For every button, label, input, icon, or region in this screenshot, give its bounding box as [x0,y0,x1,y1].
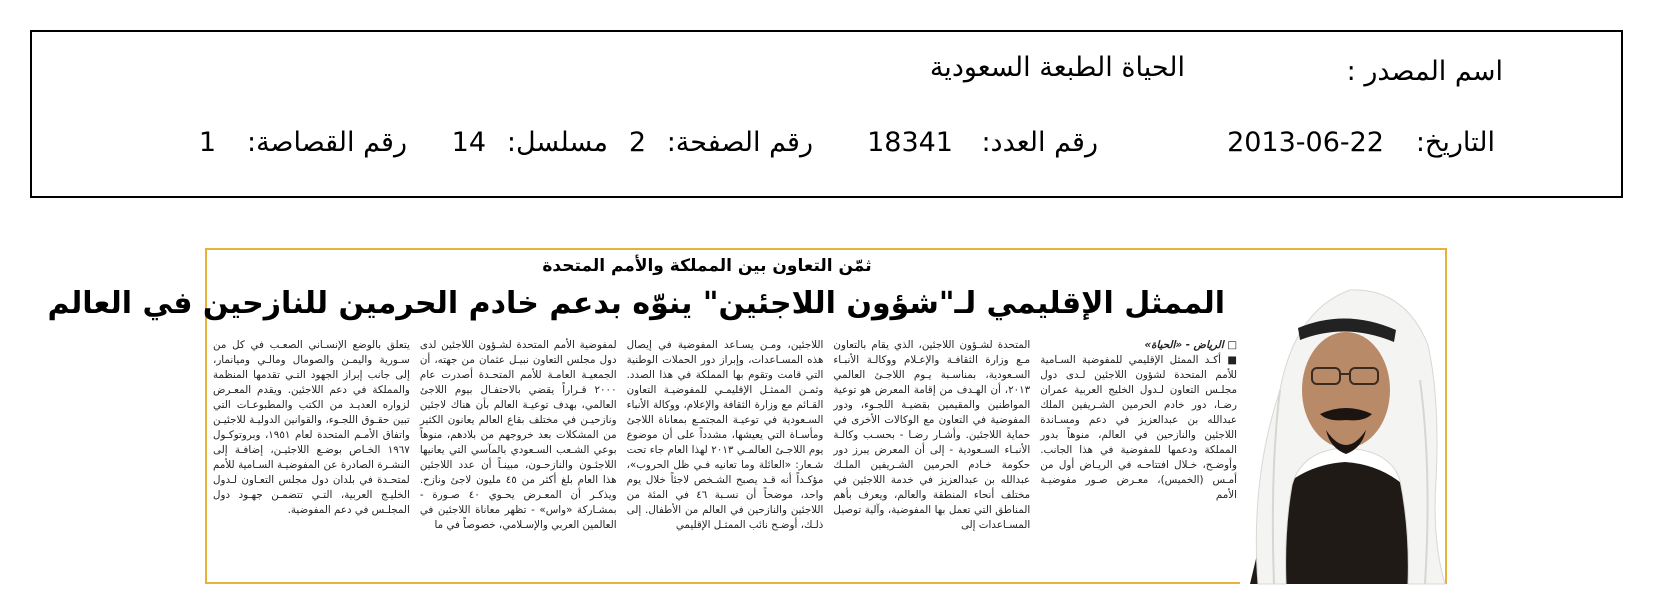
page-value: 2 [628,127,646,158]
article-column-3: اللاجئين، ومـن يسـاعد المفوضية في إيصال هذه المسـاعدات، وإبراز دور الحملات الوطنية التي قامت وتقوم بها المملكة في هذا الصدد. وثمـن الممثـل الإقليمـي للمفوضيـة التعاون القـائم مع وزارة الثقافة والإعلام، ووكالة الأنباء السـعودية في توعيـة المجتمـع بمعاناة اللاجئ ومأسـاة التي يعيشها، مشدداً على أن موضوع يوم اللاجـئ العالمـي ٢٠١٣ لهذا العام جاء تحت شـعار: «العائلة وما تعانيه فـي ظل الحروب»، مؤكـداً أنه قـد يصبح الشـخص لاجئاً خلال يوم واحد، موضحاً أن نسـبة ٤٦ في المئة من اللاجئين والنازحين في العالم من الأطفال. إلى ذلـك، أوضـح نائب الممثـل الإقليمي [626,339,824,531]
article-column-2: المتحدة لشـؤون اللاجئين، الذي يقام بالتعاون مـع وزارة الثقافـة والإعـلام ووكالـة الأنبـاء السـعودية، بمناسـبة يـوم اللاجـئ العالمي ٢٠١٣، أن الهـدف من إقامة المعرض هو توعية المواطنين والمقيمين بقضيـة اللجـوء، ودور المفوضية في التعاون مع الوكالات الأخرى في حماية اللاجئين. وأشـار رضـا - بحسـب وكالـة الأنبـاء السـعودية - إلى أن المعرض يبرز دور حكومة خـادم الحرمين الشـريفين الملـك عبدالله بن عبدالعزيز في خدمة اللاجئين في مختلف أنحاء المنطقة والعالم، ويعرف بأهم المناطق التي تعمل بها المفوضية، وآلية توصيل المسـاعدات إلى [833,339,1031,531]
serial-label: مسلسل: [506,127,608,158]
metadata-box [30,30,1623,198]
clip-label: رقم القصاصة: [246,127,407,158]
article-byline: □ الرياض - «الحياة» [1144,339,1237,351]
date-label: التاريخ: [1415,127,1495,158]
column-text: ■ أكـد الممثل الإقليمي للمفوضية السـامية للأمم المتحدة لشؤون اللاجئين لـدى دول مجلـس التعاون لـدول الخليج العربية عمران رضـا، دور خادم الحرمين الشـريفين الملك عبدالله بن عبدالعزيز في دعم ومسـاندة اللاجئين والنازحين في العالم، منوهاً بدور المملكة ودعمها للمفوضية في هذا الجانب. وأوضـح، خـلال افتتاحـه في الريـاض أول من أمـس (الخميس)، معـرض صـور مفوضيـة الأمم [1040,354,1237,501]
article-column-1 [1040,338,1237,578]
serial-value: 14 [451,127,486,158]
article-kicker: ثمّن التعاون بين المملكة والأمم المتحدة [542,256,872,276]
issue-label: رقم العدد: [981,127,1098,158]
page-label: رقم الصفحة: [666,127,813,158]
source-label: اسم المصدر : [1346,56,1503,87]
issue-value: 18341 [867,127,953,158]
article-column-4: لمفوضية الأمم المتحدة لشـؤون اللاجئين لدى دول مجلس التعاون نبيـل عثمان من جهته، أن الجمعيـة العامـة للأمم المتحـدة أصدرت عام ٢٠٠٠ قـراراً يقضي بالاحتفـال بيوم اللاجئ العالمي، بهدف توعيـة العالم بأن هناك لاجئين ونازحيـن في مختلف بقاع العالم يعانون الكثير من المشكلات بعد خروجهم من بلادهم، منوهاً بوعي الشـعب السـعودي بالمآسي التي يعانيها اللاجئـون والنازحـون، مبينـاً أن عدد اللاجئين هذا العام بلغ أكثر من ٤٥ مليون لاجئ ونازح. ويذكـر أن المعـرض يحـوي ٤٠ صـورة - بمشـاركة «واس» - تظهر معاناة اللاجئين في العالمين العربي والإسـلامي، خصوصاً في ما [419,339,617,531]
portrait-photo [1240,250,1445,584]
newspaper-clipping [47,248,1447,584]
clip-value: 1 [198,127,216,158]
date-value: 2013-06-22 [1227,127,1384,158]
article-headline: الممثل الإقليمي لـ"شؤون اللاجئين" ينوّه بدعم خادم الحرمين للنازحين في العالم [47,286,1225,321]
portrait-icon [1240,250,1445,584]
source-value: الحياة الطبعة السعودية [929,52,1185,83]
article-column-5: يتعلق بالوضع الإنسـاني الصعـب في كل من سـورية واليمـن والصومال ومالـي وميانمار، إلى جانب إبراز الجهود التـي تقدمها المنظمة والمملكة في دعم اللاجئين. ويقدم المعـرض لزواره العديـد من الكتب والمطبوعـات التي تبين حقـوق اللجـوء، والقوانين الدوليـة للاجئيـن واتفاق الأمـم المتحدة لعام ١٩٥١، وبروتوكـول ١٩٦٧ الخـاص بوضـع اللاجئيـن، إضافـة إلى النشـرة الصادرة عن المفوضيـة السـامية للأمم لمتحـدة في بلدان دول مجلس التعـاون لـدول الخليـج العربية، التـي تتضمـن جهـود دول المجلـس في دعم المفوضية. [213,339,410,516]
article-body [213,338,1237,578]
